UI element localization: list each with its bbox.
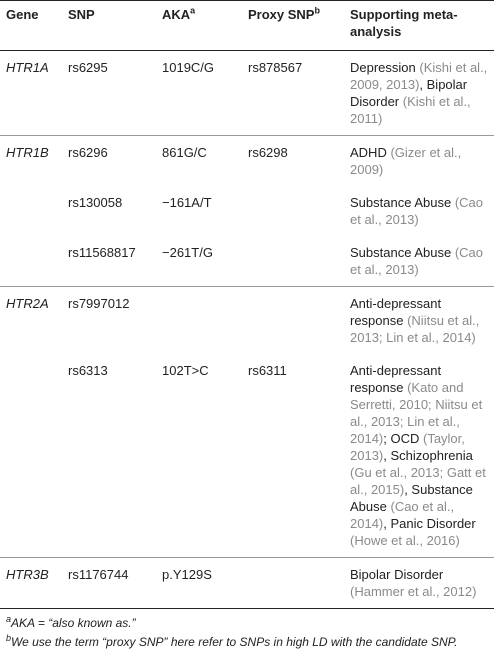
meta-analysis-cell xyxy=(344,287,494,355)
proxy-snp-cell xyxy=(242,558,344,609)
gene-cell xyxy=(0,354,62,558)
header-snp: SNP xyxy=(68,7,95,22)
proxy-snp-cell xyxy=(242,186,344,236)
citation-text: (Kishi et al., 2011) xyxy=(350,94,471,126)
header-meta-analysis: Supporting meta-analysis xyxy=(350,7,458,39)
aka-cell: 861G/C xyxy=(162,145,207,160)
table-row xyxy=(0,287,494,355)
aka-cell: p.Y129S xyxy=(162,567,212,582)
snp-cell: rs7997012 xyxy=(68,296,130,311)
finding-text: Substance Abuse xyxy=(350,195,455,210)
finding-text: , Schizophrenia xyxy=(383,448,473,463)
table-row xyxy=(0,136,494,187)
citation-text: (Kato and Serretti, 2010; Niitsu et al., 2013; Lin et al., 2014) xyxy=(350,380,483,446)
gene-cell: HTR1B xyxy=(6,145,49,160)
footnote-a xyxy=(6,615,494,631)
header-aka-label: AKA xyxy=(162,7,191,22)
finding-text: Anti-depressant response xyxy=(350,296,442,328)
snp-cell: rs1176744 xyxy=(68,567,129,582)
snp-cell: rs11568817 xyxy=(68,245,136,260)
meta-analysis-cell xyxy=(344,186,494,236)
footnote-b-mark: b xyxy=(6,633,12,643)
aka-cell: −161A/T xyxy=(162,195,212,210)
finding-text: ; OCD xyxy=(383,431,423,446)
header-aka-footnote-mark: a xyxy=(190,5,196,16)
table-row xyxy=(0,558,494,609)
footnote-a-text: AKA = “also known as.” xyxy=(11,616,136,630)
finding-text: Substance Abuse xyxy=(350,245,455,260)
citation-text: (Taylor, 2013) xyxy=(350,431,465,463)
citation-text: (Kishi et al., 2009, 2013) xyxy=(350,60,488,92)
proxy-snp-cell: rs6298 xyxy=(248,145,288,160)
finding-text: ADHD xyxy=(350,145,391,160)
citation-text: (Cao et al., 2013) xyxy=(350,195,483,227)
meta-analysis-cell xyxy=(344,236,494,287)
finding-text: , Substance Abuse xyxy=(350,482,473,514)
aka-cell: 102T>C xyxy=(162,363,209,378)
citation-text: (Gizer et al., 2009) xyxy=(350,145,462,177)
table-footnotes xyxy=(0,609,494,650)
meta-analysis-cell xyxy=(344,558,494,609)
proxy-snp-cell: rs878567 xyxy=(248,60,303,75)
meta-analysis-cell xyxy=(344,354,494,558)
proxy-snp-cell: rs6311 xyxy=(248,363,287,378)
meta-analysis-cell xyxy=(344,51,494,136)
table-row xyxy=(0,186,494,236)
citation-text: (Niitsu et al., 2013; Lin et al., 2014) xyxy=(350,313,480,345)
citation-text: (Cao et al., 2013) xyxy=(350,245,483,277)
citation-text: (Cao et al., 2014) xyxy=(350,499,455,531)
proxy-snp-cell xyxy=(242,287,344,355)
table-row xyxy=(0,354,494,558)
aka-cell: −261T/G xyxy=(162,245,213,260)
gene-cell: HTR3B xyxy=(6,567,49,582)
citation-text: (Howe et al., 2016) xyxy=(350,533,460,548)
snp-cell: rs6313 xyxy=(68,363,108,378)
citation-text: (Gu et al., 2013; Gatt et al., 2015) xyxy=(350,465,486,497)
table-row xyxy=(0,51,494,136)
snp-cell: rs6296 xyxy=(68,145,108,160)
header-proxy-footnote-mark: b xyxy=(314,5,320,16)
footnote-a-mark: a xyxy=(6,614,12,624)
header-gene: Gene xyxy=(6,7,39,22)
gene-cell xyxy=(0,186,62,236)
meta-analysis-cell xyxy=(344,136,494,187)
finding-text: Bipolar Disorder xyxy=(350,567,444,582)
header-proxy-snp xyxy=(242,1,344,51)
citation-text: (Hammer et al., 2012) xyxy=(350,584,477,599)
finding-text: Depression xyxy=(350,60,420,75)
table-body xyxy=(0,51,494,609)
gene-cell: HTR1A xyxy=(6,60,49,75)
header-aka xyxy=(156,1,242,51)
header-proxy-label: Proxy SNP xyxy=(248,7,315,22)
snp-cell: rs6295 xyxy=(68,60,108,75)
gene-cell xyxy=(0,236,62,287)
table-header xyxy=(0,1,494,51)
table-row xyxy=(0,236,494,287)
aka-cell xyxy=(156,287,242,355)
proxy-snp-cell xyxy=(242,236,344,287)
finding-text: , Bipolar Disorder xyxy=(350,77,468,109)
footnote-b xyxy=(6,634,494,650)
gene-cell: HTR2A xyxy=(6,296,49,311)
aka-cell: 1019C/G xyxy=(162,60,215,75)
finding-text: Anti-depressant response xyxy=(350,363,442,395)
finding-text: , Panic Disorder xyxy=(383,516,476,531)
snp-cell: rs130058 xyxy=(68,195,123,210)
footnote-b-text: We use the term “proxy SNP” here refer to SNPs in high LD with the candidate SNP. xyxy=(11,635,458,649)
